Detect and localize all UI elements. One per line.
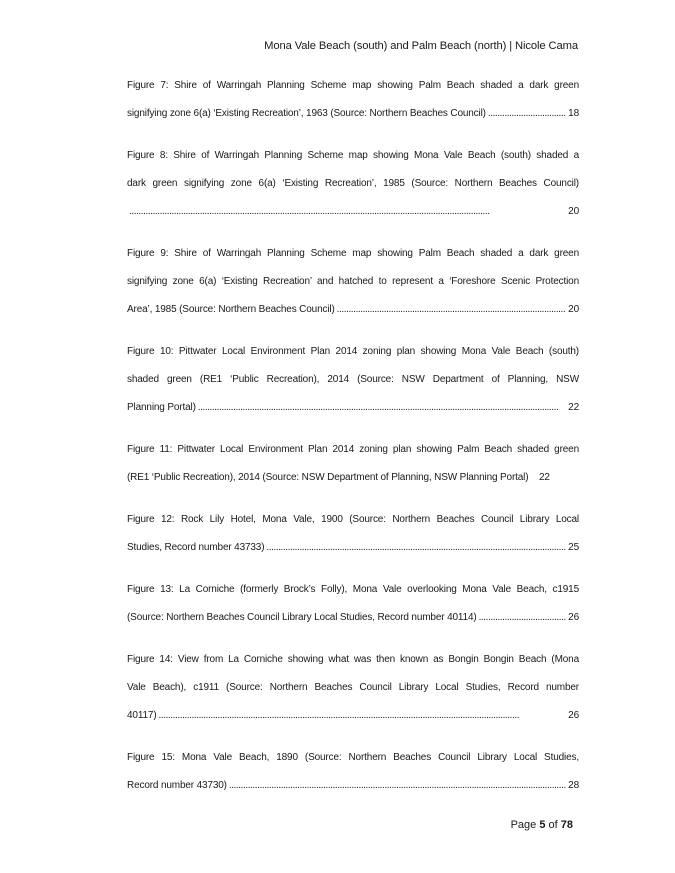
current-page-number: 5 bbox=[539, 819, 546, 831]
toc-entry-text: 40117) bbox=[127, 710, 157, 721]
toc-entry-last-line bbox=[127, 772, 579, 800]
toc-entry-text-line: shaded green (RE1 ‘Public Recreation), 2014 (Source: NSW Department of Planning, NSW bbox=[127, 374, 579, 385]
toc-page-number: 25 bbox=[568, 542, 579, 553]
dot-leader bbox=[337, 296, 567, 324]
toc-entry-text-line: Figure 13: La Corniche (formerly Brock’s Folly), Mona Vale overlooking Mona Vale Beach, c1915 bbox=[127, 584, 579, 595]
running-header: Mona Vale Beach (south) and Palm Beach (north) | Nicole Cama bbox=[264, 40, 578, 52]
toc-page-number: 18 bbox=[568, 108, 579, 119]
toc-entry[interactable] bbox=[127, 72, 579, 128]
toc-entry[interactable] bbox=[127, 506, 579, 562]
dot-leader bbox=[229, 772, 566, 800]
dot-leader bbox=[479, 604, 567, 632]
toc-entry-last-line bbox=[127, 296, 579, 324]
toc-page-number: 28 bbox=[568, 780, 579, 791]
toc-entry-last-line bbox=[127, 604, 579, 632]
toc-entry-text-line: dark green signifying zone 6(a) ‘Existing Recreation’, 1985 (Source: Northern Beaches Council) bbox=[127, 178, 579, 189]
toc-entry-last-line bbox=[127, 464, 579, 492]
toc-entry-last-line bbox=[127, 702, 579, 730]
toc-entry-text: Planning Portal) bbox=[127, 402, 196, 413]
toc-entry-text-line: Figure 14: View from La Corniche showing what was then known as Bongin Bongin Beach (Mona bbox=[127, 654, 579, 665]
list-of-figures bbox=[127, 72, 579, 814]
toc-entry-text-line: Vale Beach), c1911 (Source: Northern Beaches Council Library Local Studies, Record number bbox=[127, 682, 579, 693]
toc-page-number: 26 bbox=[568, 710, 579, 721]
toc-entry-text-line: signifying zone 6(a) ‘Existing Recreation’ and hatched to represent a ‘Foreshore Scenic Protection bbox=[127, 276, 579, 287]
toc-entry-text-line: Figure 12: Rock Lily Hotel, Mona Vale, 1900 (Source: Northern Beaches Council Library Local bbox=[127, 514, 579, 525]
total-pages: 78 bbox=[560, 819, 573, 831]
toc-entry[interactable] bbox=[127, 240, 579, 324]
dot-leader bbox=[198, 394, 566, 422]
toc-page-number: 20 bbox=[568, 304, 579, 315]
toc-entry-text: signifying zone 6(a) ‘Existing Recreation’, 1963 (Source: Northern Beaches Council) bbox=[127, 108, 486, 119]
toc-entry[interactable] bbox=[127, 744, 579, 800]
toc-page-number: 22 bbox=[568, 402, 579, 413]
toc-page-number: 20 bbox=[568, 206, 579, 217]
toc-entry[interactable] bbox=[127, 576, 579, 632]
toc-entry-text-line: Figure 11: Pittwater Local Environment Plan 2014 zoning plan showing Palm Beach shaded green bbox=[127, 444, 579, 455]
page-label: Page bbox=[510, 819, 540, 831]
toc-entry[interactable] bbox=[127, 142, 579, 226]
toc-entry-last-line bbox=[127, 198, 579, 226]
toc-entry-text-line: Figure 10: Pittwater Local Environment Plan 2014 zoning plan showing Mona Vale Beach (south) bbox=[127, 346, 579, 357]
page-footer bbox=[511, 819, 573, 831]
page-of-label: of bbox=[545, 819, 561, 831]
toc-entry-last-line bbox=[127, 394, 579, 422]
toc-entry-text: Studies, Record number 43733) bbox=[127, 542, 265, 553]
toc-entry[interactable] bbox=[127, 646, 579, 730]
toc-entry-text-line: Figure 15: Mona Vale Beach, 1890 (Source: Northern Beaches Council Library Local Studies, bbox=[127, 752, 579, 763]
toc-entry-text: (Source: Northern Beaches Council Library Local Studies, Record number 40114) bbox=[127, 612, 477, 623]
toc-entry-last-line bbox=[127, 100, 579, 128]
dot-leader bbox=[488, 100, 566, 128]
toc-entry-text: (RE1 ‘Public Recreation), 2014 (Source: NSW Department of Planning, NSW Planning Portal) 22 bbox=[127, 472, 550, 483]
toc-entry-text-line: Figure 7: Shire of Warringah Planning Scheme map showing Palm Beach shaded a dark green bbox=[127, 80, 579, 91]
toc-entry[interactable] bbox=[127, 338, 579, 422]
toc-entry-text-line: Figure 9: Shire of Warringah Planning Scheme map showing Palm Beach shaded a dark green bbox=[127, 248, 579, 259]
dot-leader bbox=[129, 198, 566, 226]
toc-entry-text: Area’, 1985 (Source: Northern Beaches Council) bbox=[127, 304, 335, 315]
toc-entry-last-line bbox=[127, 534, 579, 562]
toc-entry[interactable] bbox=[127, 436, 579, 492]
dot-leader bbox=[266, 534, 566, 562]
toc-page-number: 26 bbox=[568, 612, 579, 623]
toc-entry-text: Record number 43730) bbox=[127, 780, 227, 791]
toc-entry-text-line: Figure 8: Shire of Warringah Planning Scheme map showing Mona Vale Beach (south) shaded a bbox=[127, 150, 579, 161]
dot-leader bbox=[159, 702, 567, 730]
